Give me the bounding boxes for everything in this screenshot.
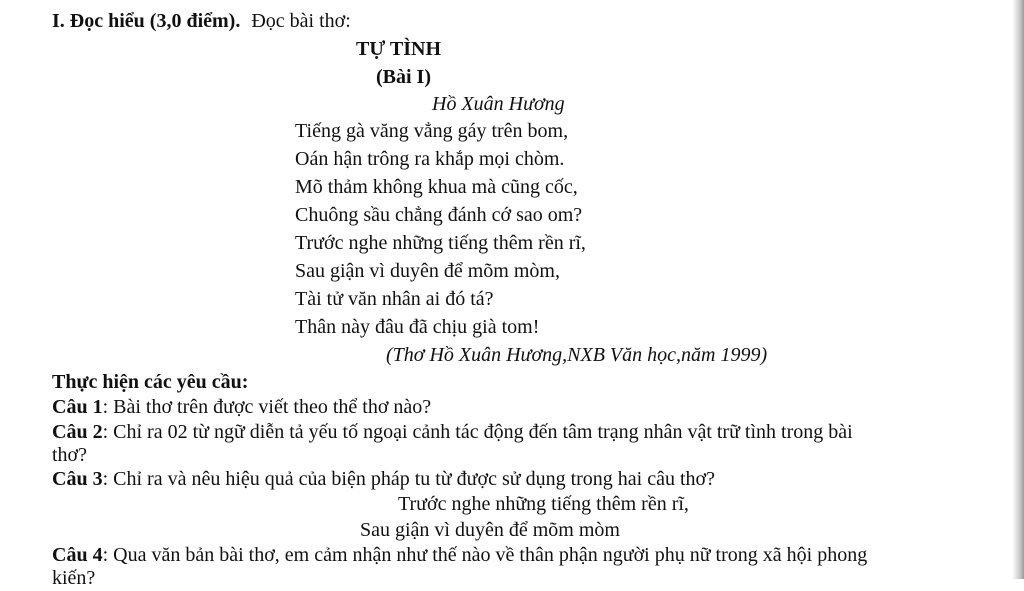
poem-line: Mõ thảm không khua mà cũng cốc, xyxy=(295,176,578,198)
question-label: Câu 1 xyxy=(52,396,103,418)
page-edge-shadow xyxy=(1012,0,1024,579)
question-label: Câu 3 xyxy=(52,468,103,490)
poem-author: Hồ Xuân Hương xyxy=(432,93,565,115)
section-heading-bold: I. Đọc hiểu (3,0 điểm). xyxy=(52,10,241,32)
question-2-continuation: thơ? xyxy=(52,444,88,466)
poem-subtitle: (Bài I) xyxy=(376,66,431,88)
quoted-verse: Trước nghe những tiếng thêm rền rĩ, xyxy=(398,493,689,515)
section-heading-rest: Đọc bài thơ: xyxy=(251,10,351,32)
poem-line: Oán hận trông ra khắp mọi chòm. xyxy=(295,148,565,170)
question-label: Câu 2 xyxy=(52,421,103,443)
poem-title: TỰ TÌNH xyxy=(356,38,442,60)
quoted-verse: Sau giận vì duyên để mõm mòm xyxy=(360,519,620,541)
poem-source: (Thơ Hồ Xuân Hương,NXB Văn học,năm 1999) xyxy=(386,344,768,366)
question-1 xyxy=(52,394,431,420)
poem-line: Chuông sầu chẳng đánh cớ sao om? xyxy=(295,204,583,226)
question-3 xyxy=(52,466,715,492)
question-text: : Bài thơ trên được viết theo thể thơ nào? xyxy=(102,396,432,418)
question-4-continuation: kiến? xyxy=(52,567,96,589)
poem-line: Tài tử văn nhân ai đó tá? xyxy=(295,288,494,310)
question-text: : Qua văn bản bài thơ, em cảm nhận như thế nào về thân phận người phụ nữ trong xã hội phong xyxy=(102,544,868,566)
poem-line: Trước nghe những tiếng thêm rền rĩ, xyxy=(295,232,586,254)
poem-line: Thân này đâu đã chịu già tom! xyxy=(295,316,540,338)
question-4 xyxy=(52,542,867,568)
poem-line: Tiếng gà văng vẳng gáy trên bom, xyxy=(295,120,569,142)
question-text: : Chỉ ra 02 từ ngữ diễn tả yếu tố ngoại cảnh tác động đến tâm trạng nhân vật trữ tình trong bài xyxy=(102,421,853,443)
poem-line: Sau giận vì duyên để mõm mòm, xyxy=(295,260,560,282)
tasks-heading: Thực hiện các yêu cầu: xyxy=(52,371,249,393)
question-label: Câu 4 xyxy=(52,544,103,566)
question-text: : Chỉ ra và nêu hiệu quả của biện pháp tu từ được sử dụng trong hai câu thơ? xyxy=(102,468,715,490)
section-heading xyxy=(52,8,351,34)
question-2 xyxy=(52,419,853,445)
